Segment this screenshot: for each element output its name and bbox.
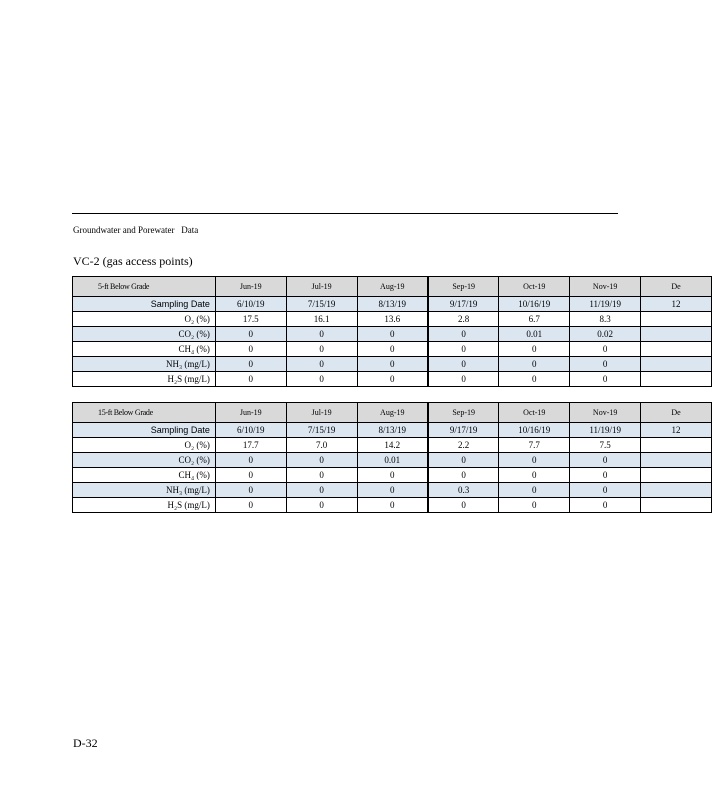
table-cell: 14.2 bbox=[357, 438, 428, 453]
table-cell: 0 bbox=[499, 453, 570, 468]
table-cell: 0 bbox=[428, 453, 499, 468]
month-header: Jul-19 bbox=[286, 277, 357, 297]
table-cell: 0.02 bbox=[570, 327, 641, 342]
table-row bbox=[73, 498, 712, 513]
table-header-row bbox=[73, 277, 712, 297]
table-cell: 0 bbox=[215, 498, 286, 513]
table-cell: 0 bbox=[499, 483, 570, 498]
table-cell: 10/16/19 bbox=[499, 423, 570, 438]
table-cell: 0 bbox=[357, 372, 428, 387]
table-15ft-below-grade bbox=[72, 402, 712, 513]
table-5ft-wrapper bbox=[72, 276, 681, 387]
row-label: CH₄ (%) bbox=[73, 468, 216, 483]
table-cell: 2.2 bbox=[428, 438, 499, 453]
table-cell: 0 bbox=[499, 342, 570, 357]
table-cell: 0.3 bbox=[428, 483, 499, 498]
table-cell: 0 bbox=[215, 468, 286, 483]
row-label: O₂ (%) bbox=[73, 312, 216, 327]
depth-label: 15-ft Below Grade bbox=[73, 403, 216, 423]
table-cell: 0 bbox=[357, 468, 428, 483]
table-cell bbox=[641, 498, 712, 513]
row-label: NH₃ (mg/L) bbox=[73, 357, 216, 372]
table-cell: 0 bbox=[215, 453, 286, 468]
table-cell bbox=[641, 342, 712, 357]
table-cell: 0 bbox=[357, 483, 428, 498]
month-header: Sep-19 bbox=[428, 403, 499, 423]
table-cell: 0 bbox=[570, 468, 641, 483]
table-cell: 12 bbox=[641, 297, 712, 312]
table-row bbox=[73, 312, 712, 327]
table-cell: 2.8 bbox=[428, 312, 499, 327]
table-row bbox=[73, 468, 712, 483]
table-cell: 7/15/19 bbox=[286, 297, 357, 312]
table-row bbox=[73, 327, 712, 342]
header-rule bbox=[72, 213, 618, 214]
table-5ft-below-grade bbox=[72, 276, 712, 387]
row-label: NH₃ (mg/L) bbox=[73, 483, 216, 498]
table-cell: 0 bbox=[428, 372, 499, 387]
table-cell: 16.1 bbox=[286, 312, 357, 327]
table-cell: 0 bbox=[499, 498, 570, 513]
table-cell: 10/16/19 bbox=[499, 297, 570, 312]
table-cell: 0 bbox=[215, 372, 286, 387]
table-row bbox=[73, 372, 712, 387]
month-header: Jul-19 bbox=[286, 403, 357, 423]
table-cell: 11/19/19 bbox=[570, 423, 641, 438]
table-cell: 0 bbox=[570, 453, 641, 468]
table-row bbox=[73, 423, 712, 438]
table-cell: 9/17/19 bbox=[428, 297, 499, 312]
table-cell: 17.5 bbox=[215, 312, 286, 327]
table-cell: 0 bbox=[286, 498, 357, 513]
table-cell: 8/13/19 bbox=[357, 423, 428, 438]
table-cell: 12 bbox=[641, 423, 712, 438]
table-cell: 13.6 bbox=[357, 312, 428, 327]
row-label: H₂S (mg/L) bbox=[73, 498, 216, 513]
table-cell: 0 bbox=[215, 357, 286, 372]
month-header: De bbox=[641, 403, 712, 423]
table-cell: 7.7 bbox=[499, 438, 570, 453]
table-cell: 0 bbox=[357, 498, 428, 513]
table-cell: 0 bbox=[286, 357, 357, 372]
month-header: Jun-19 bbox=[215, 403, 286, 423]
table-cell: 7.5 bbox=[570, 438, 641, 453]
table-cell bbox=[641, 327, 712, 342]
table-cell: 0 bbox=[499, 357, 570, 372]
table-cell: 0 bbox=[428, 342, 499, 357]
row-label: CO₂ (%) bbox=[73, 327, 216, 342]
month-header: Aug-19 bbox=[357, 403, 428, 423]
row-label: Sampling Date bbox=[73, 297, 216, 312]
table-row bbox=[73, 453, 712, 468]
table-cell: 7.0 bbox=[286, 438, 357, 453]
table-row bbox=[73, 438, 712, 453]
table-cell bbox=[641, 438, 712, 453]
table-cell: 17.7 bbox=[215, 438, 286, 453]
table-row bbox=[73, 297, 712, 312]
table-row bbox=[73, 483, 712, 498]
table-cell bbox=[641, 372, 712, 387]
table-cell: 6/10/19 bbox=[215, 297, 286, 312]
table-cell bbox=[641, 357, 712, 372]
table-row bbox=[73, 342, 712, 357]
month-header: Jun-19 bbox=[215, 277, 286, 297]
row-label: O₂ (%) bbox=[73, 438, 216, 453]
page-number: D-32 bbox=[73, 736, 98, 750]
table-cell: 0.01 bbox=[499, 327, 570, 342]
table-cell: 11/19/19 bbox=[570, 297, 641, 312]
table-cell: 7/15/19 bbox=[286, 423, 357, 438]
table-cell: 0 bbox=[215, 327, 286, 342]
table-cell: 0 bbox=[357, 342, 428, 357]
table-cell: 0 bbox=[357, 327, 428, 342]
table-cell bbox=[641, 468, 712, 483]
table-cell: 0 bbox=[570, 372, 641, 387]
month-header: Nov-19 bbox=[570, 403, 641, 423]
table-cell: 0 bbox=[570, 357, 641, 372]
table-row bbox=[73, 357, 712, 372]
table-cell: 0 bbox=[428, 357, 499, 372]
month-header: Oct-19 bbox=[499, 277, 570, 297]
table-cell: 0 bbox=[286, 372, 357, 387]
table-15ft-wrapper bbox=[72, 402, 681, 513]
table-cell: 0 bbox=[570, 483, 641, 498]
table-cell bbox=[641, 483, 712, 498]
table-cell: 0 bbox=[428, 498, 499, 513]
table-cell: 0 bbox=[570, 342, 641, 357]
month-header: Nov-19 bbox=[570, 277, 641, 297]
row-label: H₂S (mg/L) bbox=[73, 372, 216, 387]
table-cell: 0 bbox=[286, 327, 357, 342]
section-subtitle: VC-2 (gas access points) bbox=[73, 254, 193, 268]
table-cell: 0 bbox=[286, 342, 357, 357]
table-cell: 8.3 bbox=[570, 312, 641, 327]
row-label: CO₂ (%) bbox=[73, 453, 216, 468]
table-cell: 0 bbox=[215, 342, 286, 357]
table-cell: 0 bbox=[499, 372, 570, 387]
table-cell: 6/10/19 bbox=[215, 423, 286, 438]
month-header: De bbox=[641, 277, 712, 297]
table-cell: 0 bbox=[286, 468, 357, 483]
table-cell: 8/13/19 bbox=[357, 297, 428, 312]
table-cell: 0 bbox=[286, 483, 357, 498]
table-cell bbox=[641, 312, 712, 327]
table-cell: 0 bbox=[428, 468, 499, 483]
table-cell: 0 bbox=[357, 357, 428, 372]
table-cell: 0 bbox=[215, 483, 286, 498]
month-header: Oct-19 bbox=[499, 403, 570, 423]
table-cell bbox=[641, 453, 712, 468]
month-header: Aug-19 bbox=[357, 277, 428, 297]
table-cell: 0 bbox=[499, 468, 570, 483]
month-header: Sep-19 bbox=[428, 277, 499, 297]
page-heading: Groundwater and Porewater Data bbox=[73, 225, 199, 235]
table-cell: 0.01 bbox=[357, 453, 428, 468]
table-cell: 0 bbox=[570, 498, 641, 513]
table-cell: 0 bbox=[428, 327, 499, 342]
row-label: CH₄ (%) bbox=[73, 342, 216, 357]
row-label: Sampling Date bbox=[73, 423, 216, 438]
depth-label: 5-ft Below Grade bbox=[73, 277, 216, 297]
table-cell: 9/17/19 bbox=[428, 423, 499, 438]
table-header-row bbox=[73, 403, 712, 423]
table-cell: 0 bbox=[286, 453, 357, 468]
table-cell: 6.7 bbox=[499, 312, 570, 327]
